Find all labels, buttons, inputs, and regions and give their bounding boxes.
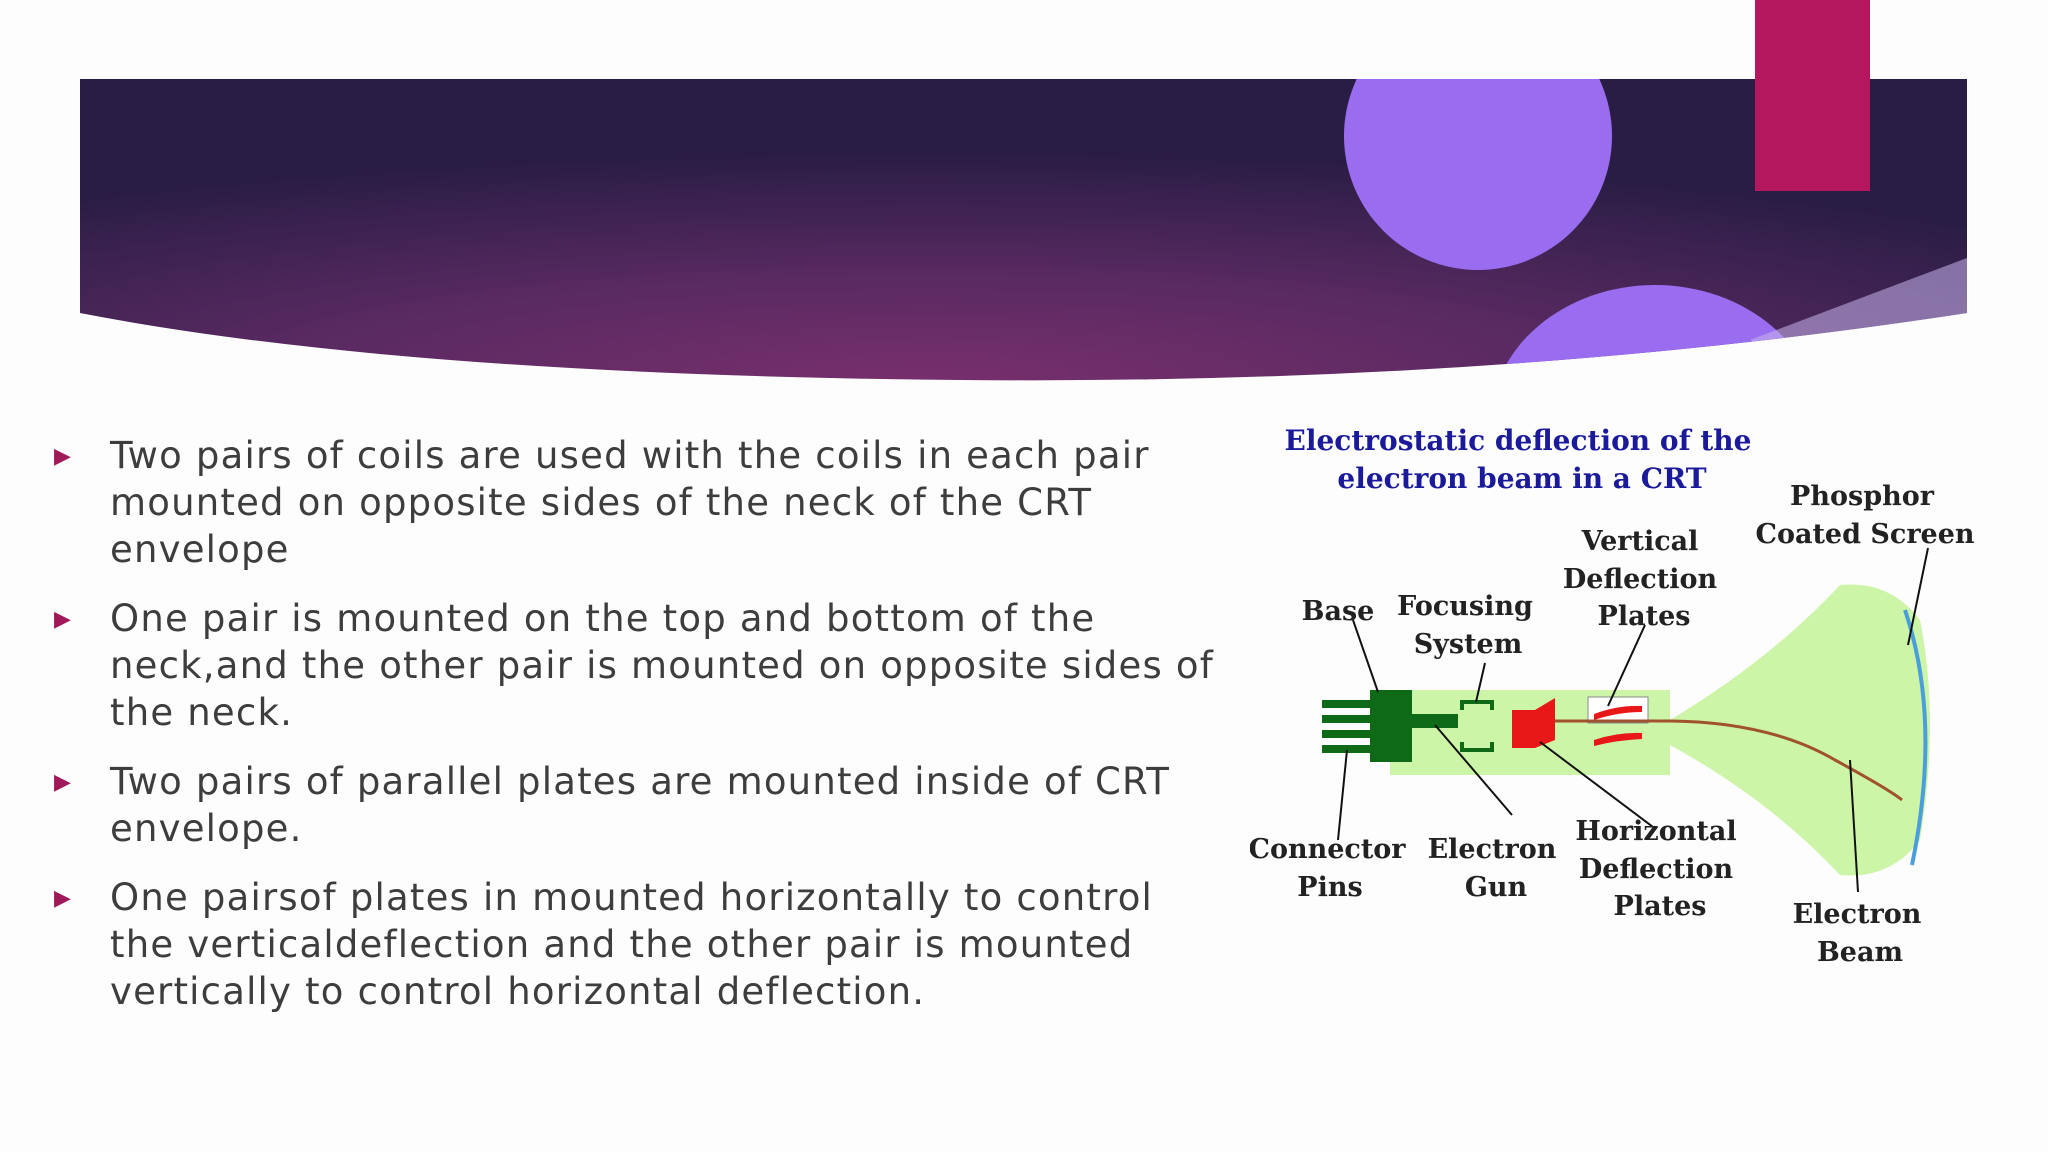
diagram-title-line2: electron beam in a CRT <box>1337 462 1707 495</box>
accent-tab <box>1755 0 1870 191</box>
triangle-right-icon: ▶ <box>54 770 73 795</box>
decorative-circle-top <box>1344 2 1612 270</box>
bullet-item <box>50 758 1230 852</box>
bullet-text: One pairsof plates in mounted horizontally to control the verticaldeflection and the other pair is mounted vertically to control horizontal deflection. <box>110 876 1154 1013</box>
connector-pin <box>1322 700 1372 708</box>
label-phosphor-line2: Coated Screen <box>1755 519 1975 550</box>
bullet-list <box>50 432 1230 1037</box>
triangle-right-icon: ▶ <box>54 444 73 469</box>
crt-diagram <box>1250 420 1985 980</box>
triangle-right-icon: ▶ <box>54 886 73 911</box>
diagram-title-line1: Electrostatic deflection of the <box>1284 424 1752 457</box>
bullet-text: Two pairs of coils are used with the coils in each pair mounted on opposite sides of the neck of the CRT envelope <box>110 434 1150 571</box>
label-gun-line2: Gun <box>1464 872 1528 903</box>
bullet-text: One pair is mounted on the top and bottom of the neck,and the other pair is mounted on opposite sides of the neck. <box>110 597 1214 734</box>
label-horizontal-line3: Plates <box>1613 891 1707 922</box>
label-focusing-line2: System <box>1413 629 1523 660</box>
label-horizontal-line2: Deflection <box>1578 854 1734 885</box>
label-gun-line1: Electron <box>1427 834 1557 865</box>
bullet-item <box>50 595 1230 736</box>
triangle-right-icon: ▶ <box>54 607 73 632</box>
label-phosphor-line1: Phosphor <box>1790 481 1934 512</box>
bullet-text: Two pairs of parallel plates are mounted inside of CRT envelope. <box>110 760 1171 850</box>
crt-base <box>1370 690 1412 762</box>
label-vertical-line2: Deflection <box>1562 564 1718 595</box>
connector-pin <box>1322 715 1372 723</box>
bullet-item <box>50 432 1230 573</box>
label-horizontal-line1: Horizontal <box>1575 816 1737 847</box>
label-focusing-line1: Focusing <box>1397 591 1533 622</box>
bullet-item <box>50 874 1230 1015</box>
label-vertical-line3: Plates <box>1597 601 1691 632</box>
label-connector-line1: Connector <box>1250 834 1406 865</box>
label-beam-line1: Electron <box>1792 899 1922 930</box>
connector-pin <box>1322 730 1372 738</box>
label-beam-line2: Beam <box>1816 937 1904 968</box>
crt-diagram-svg <box>1250 420 1985 980</box>
label-base: Base <box>1301 596 1375 627</box>
label-vertical-line1: Vertical <box>1581 526 1699 557</box>
header-banner <box>0 0 2048 400</box>
label-connector-line2: Pins <box>1297 872 1363 903</box>
